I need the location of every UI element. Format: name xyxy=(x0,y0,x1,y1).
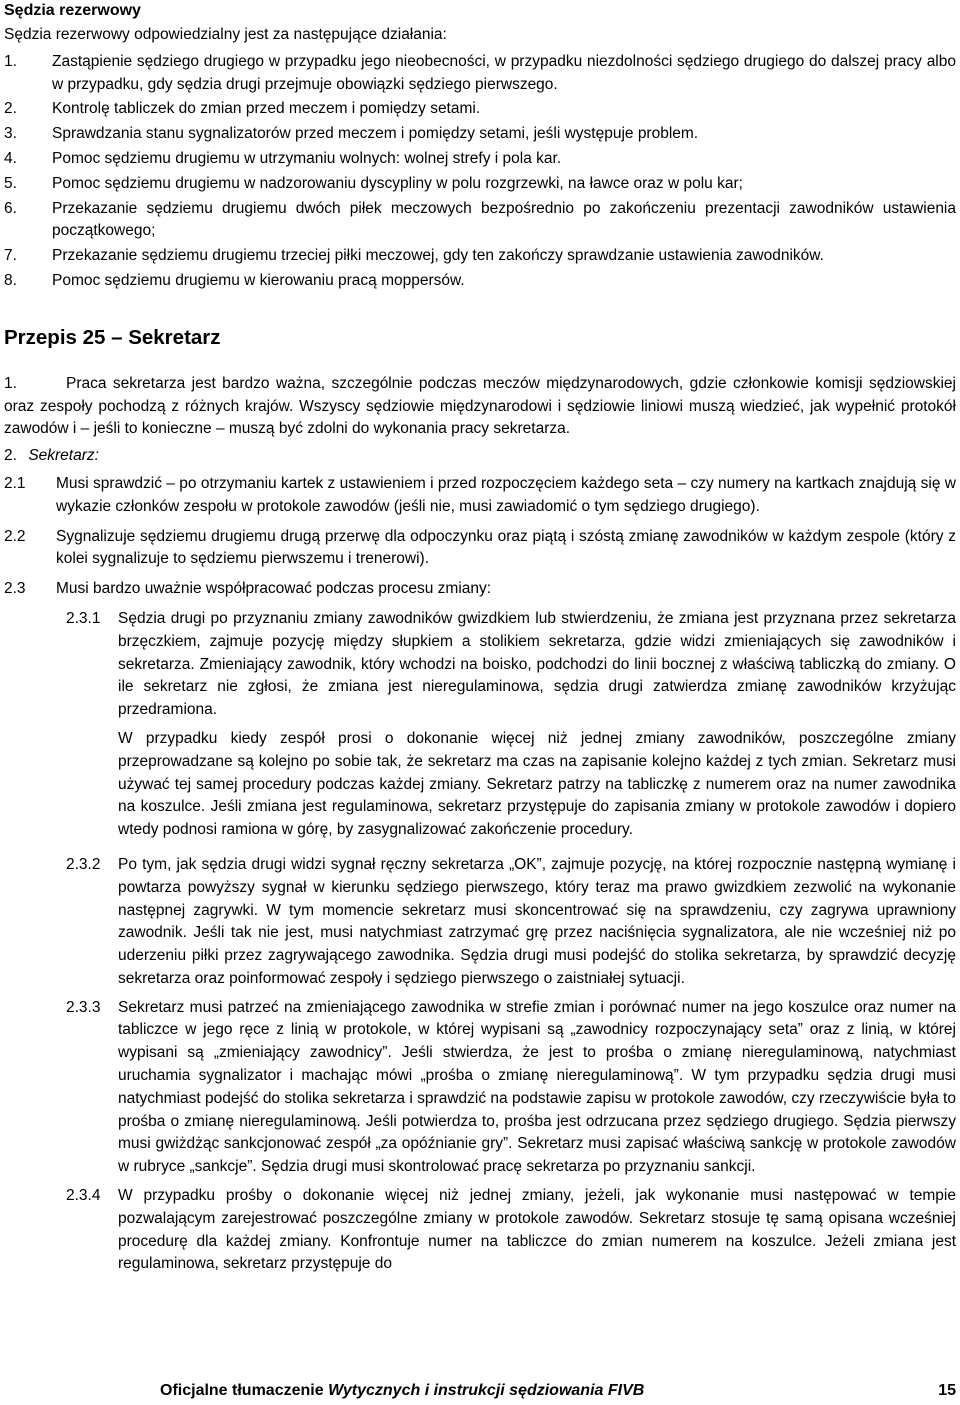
subpoint-2-3-1 xyxy=(4,608,956,848)
subpoint-number: 2.3 xyxy=(4,580,26,598)
item-number: 4. xyxy=(4,149,17,167)
item-text: Sprawdzania stanu sygnalizatorów przed meczem i pomiędzy setami, jeśli występuje problem. xyxy=(52,125,699,143)
rule-paragraph-1 xyxy=(4,373,956,441)
item-number: 3. xyxy=(4,125,17,143)
paragraph-number: 2. xyxy=(4,447,17,465)
item-text: Przekazanie sędziemu drugiemu trzeciej piłki meczowej, gdy ten zakończy sprawdzanie ustawienia zawodników. xyxy=(52,247,824,265)
item-text: Pomoc sędziemu drugiemu w kierowaniu pracą moppersów. xyxy=(52,271,465,289)
subpoint-body xyxy=(118,608,956,848)
duties-list xyxy=(4,51,956,293)
subpoint-text: Musi sprawdzić – po otrzymaniu kartek z ustawieniem i przed rozpoczęciem każdego seta – czy numery na kartkach znajdują się w wykazie członków zespołu w protokole zawodów (jeśli nie, musi zawiadomić o tym sędziego drugiego). xyxy=(56,474,956,515)
subpoint-2-2 xyxy=(4,526,956,572)
subpoint-text: W przypadku kiedy zespół prosi o dokonanie więcej niż jednej zmiany zawodników, poszczególne zmiany przeprowadzane są kolejno po sobie tak, że sekretarz ma czas na zapisanie kolejno każdej z tych zmian. Sekretarz musi używać tej samej procedury podczas każdej zmiany. Sekretarz patrzy na tabliczkę z numerem oraz na numer zawodnika na koszulce. Jeśli zmiana jest regulaminowa, sekretarz przystępuje do zapisania zmiany w protokole zawodów i dopiero wtedy podnosi ramiona w górę, by zasygnalizować zakończenie procedury. xyxy=(118,729,956,839)
item-number: 8. xyxy=(4,271,17,289)
section-intro: Sędzia rezerwowy odpowiedzialny jest za następujące działania: xyxy=(4,26,447,43)
subpoint-number: 2.3.3 xyxy=(66,998,101,1016)
list-item xyxy=(4,245,956,268)
list-item xyxy=(4,270,956,293)
subpoint-text: Sygnalizuje sędziemu drugiemu drugą przerwę dla odpoczynku oraz piątą i szóstą zmianę zawodników w każdym zespole (który z kolei sygnalizuje to sędziemu pierwszemu i trenerowi). xyxy=(56,527,956,568)
list-item xyxy=(4,51,956,97)
subpoint-2-3-2 xyxy=(4,854,956,991)
page-footer xyxy=(160,1380,956,1403)
item-number: 1. xyxy=(4,52,17,70)
subpoint-number: 2.2 xyxy=(4,527,26,545)
item-text: Przekazanie sędziemu drugiemu dwóch piłek meczowych bezpośrednio po zakończeniu prezentacji zawodników ustawienia początkowego; xyxy=(52,199,956,240)
item-text: Zastąpienie sędziego drugiego w przypadku jego nieobecności, w przypadku niezdolności sędziego drugiego do dalszej pracy albo w przypadku, gdy sędzia drugi przejmuje obowiązki sędziego pierwszego. xyxy=(52,52,956,93)
rule-paragraph-2 xyxy=(4,445,956,468)
subpoint-text: W przypadku prośby o dokonanie więcej niż jednej zmiany, jeżeli, jak wykonanie musi następować w tempie pozwalającym zarejestrować poszczególne zmiany w protokole zawodów. Sekretarz stosuje tę samą opisana wcześniej procedurę dla każdej zmiany. Konfrontuje numer na tabliczce do zmian numerem na koszulce. Jeżeli zmiana jest regulaminowa, sekretarz przystępuje do xyxy=(118,1187,956,1273)
footer-title xyxy=(160,1380,644,1403)
subpoint-text: Po tym, jak sędzia drugi widzi sygnał ręczny sekretarza „OK”, zajmuje pozycję, na której rozpocznie następną wymianę i powtarza powyższy sygnał w kierunku sędziego pierwszego, który teraz ma prawo gwizdkiem zezwolić na wykonanie następnej zagrywki. W tym momencie sekretarz musi skoncentrować się na sprawdzeniu, czy zagrywa uprawniony zawodnik. Jeśli tak nie jest, musi natychmiast zatrzymać grę przez naciśnięcia sygnalizatora, ale nie wcześniej niż po uderzeniu piłki przez zagrywającego zawodnika. Sędzia drugi musi podejść do stolika sekretarza, by sprawdzić decyzję sekretarza oraz poinformować zespoły i sędziego pierwszego o zaistniałej sytuacji. xyxy=(118,855,956,987)
footer-italic-title: Wytycznych i instrukcji sędziowania FIVB xyxy=(328,1382,645,1399)
subpoint-number: 2.3.1 xyxy=(66,609,101,627)
subpoint-text: Sekretarz musi patrzeć na zmieniającego zawodnika w strefie zmian i porównać numer na jego koszulce oraz numer na tabliczce w jego ręce z linią w protokole, w której wypisani są „zawodnicy rozpoczynający seta” oraz z linią, w której wypisani są „zmieniający zawodnicy”. Jeśli stwierdza, że jest to prośba o zmianę nieregulaminową, natychmiast uruchamia sygnalizator i machając mówi „prośba o zmianę nieregulaminową”. W tym przypadku sędzia drugi musi natychmiast podejść do stolika sekretarza i sprawdzić na podstawie zapisu w protokole zawodów, czy rzeczywiście była to prośba o zmianę nieregulaminową. Jeśli potwierdza to, prośba jest odrzucana przez sędziego drugiego. Sędzia pierwszy musi gwiżdżąc sankcjonować zespół „za opóźnianie gry”. Sekretarz musi zapisać właściwą sankcję w protokole zawodów w rubryce „sankcje”. Sędzia drugi musi skontrolować pracę sekretarza po przyznaniu sankcji. xyxy=(118,998,956,1176)
paragraph-label: Sekretarz: xyxy=(28,447,99,465)
list-item xyxy=(4,123,956,146)
paragraph-text: Praca sekretarza jest bardzo ważna, szczególnie podczas meczów międzynarodowych, gdzie członkowie komisji sędziowskiej oraz zespoły pochodzą z różnych krajów. Wszyscy sędziowie międzynarodowi i sędziowie liniowi muszą wiedzieć, jak wypełnić protokół zawodów i – jeśli to konieczne – muszą być zdolni do wykonania pracy sekretarza. xyxy=(4,374,956,438)
item-text: Pomoc sędziemu drugiemu w utrzymaniu wolnych: wolnej strefy i pola kar. xyxy=(52,149,562,167)
list-item xyxy=(4,198,956,244)
subpoint-2-1 xyxy=(4,473,956,519)
subpoint-number: 2.3.2 xyxy=(66,855,101,873)
rule-title: Przepis 25 – Sekretarz xyxy=(4,325,221,349)
subpoint-text: Sędzia drugi po przyznaniu zmiany zawodników gwizdkiem lub stwierdzeniu, że zmiana jest przyznana przez sekretarza brzęczkiem, zajmuje pozycję między słupkiem a stolikiem sekretarza, gdzie widzi zmieniających się zawodników i sekretarza. Zmieniający zawodnik, który wchodzi na boisko, podchodzi do linii bocznej z właściwą tabliczką do zmiany. O ile sekretarz nie zgłosi, że zmiana jest nieregulaminowa, sędzia drugi zatwierdza zmianę zawodników krzyżując przedramiona. xyxy=(118,609,956,719)
section-title: Sędzia rezerwowy xyxy=(4,2,141,19)
item-number: 5. xyxy=(4,174,17,192)
document-page xyxy=(4,0,956,1282)
footer-prefix: Oficjalne tłumaczenie xyxy=(160,1382,329,1399)
subpoint-text: Musi bardzo uważnie współpracować podczas procesu zmiany: xyxy=(56,580,492,598)
item-number: 7. xyxy=(4,247,17,265)
paragraph-number: 1. xyxy=(4,374,17,392)
subpoint-2-3-4 xyxy=(4,1185,956,1276)
item-text: Pomoc sędziemu drugiemu w nadzorowaniu dyscypliny w polu rozgrzewki, na ławce oraz w polu kar; xyxy=(52,174,743,192)
item-number: 2. xyxy=(4,100,17,118)
subpoint-2-3-3 xyxy=(4,997,956,1179)
list-item xyxy=(4,148,956,171)
list-item xyxy=(4,173,956,196)
page-number: 15 xyxy=(938,1382,956,1399)
subpoint-number: 2.1 xyxy=(4,474,26,492)
list-item xyxy=(4,98,956,121)
item-number: 6. xyxy=(4,199,17,217)
item-text: Kontrolę tabliczek do zmian przed meczem i pomiędzy setami. xyxy=(52,100,481,118)
subpoint-number: 2.3.4 xyxy=(66,1187,101,1205)
subpoint-2-3 xyxy=(4,578,956,601)
